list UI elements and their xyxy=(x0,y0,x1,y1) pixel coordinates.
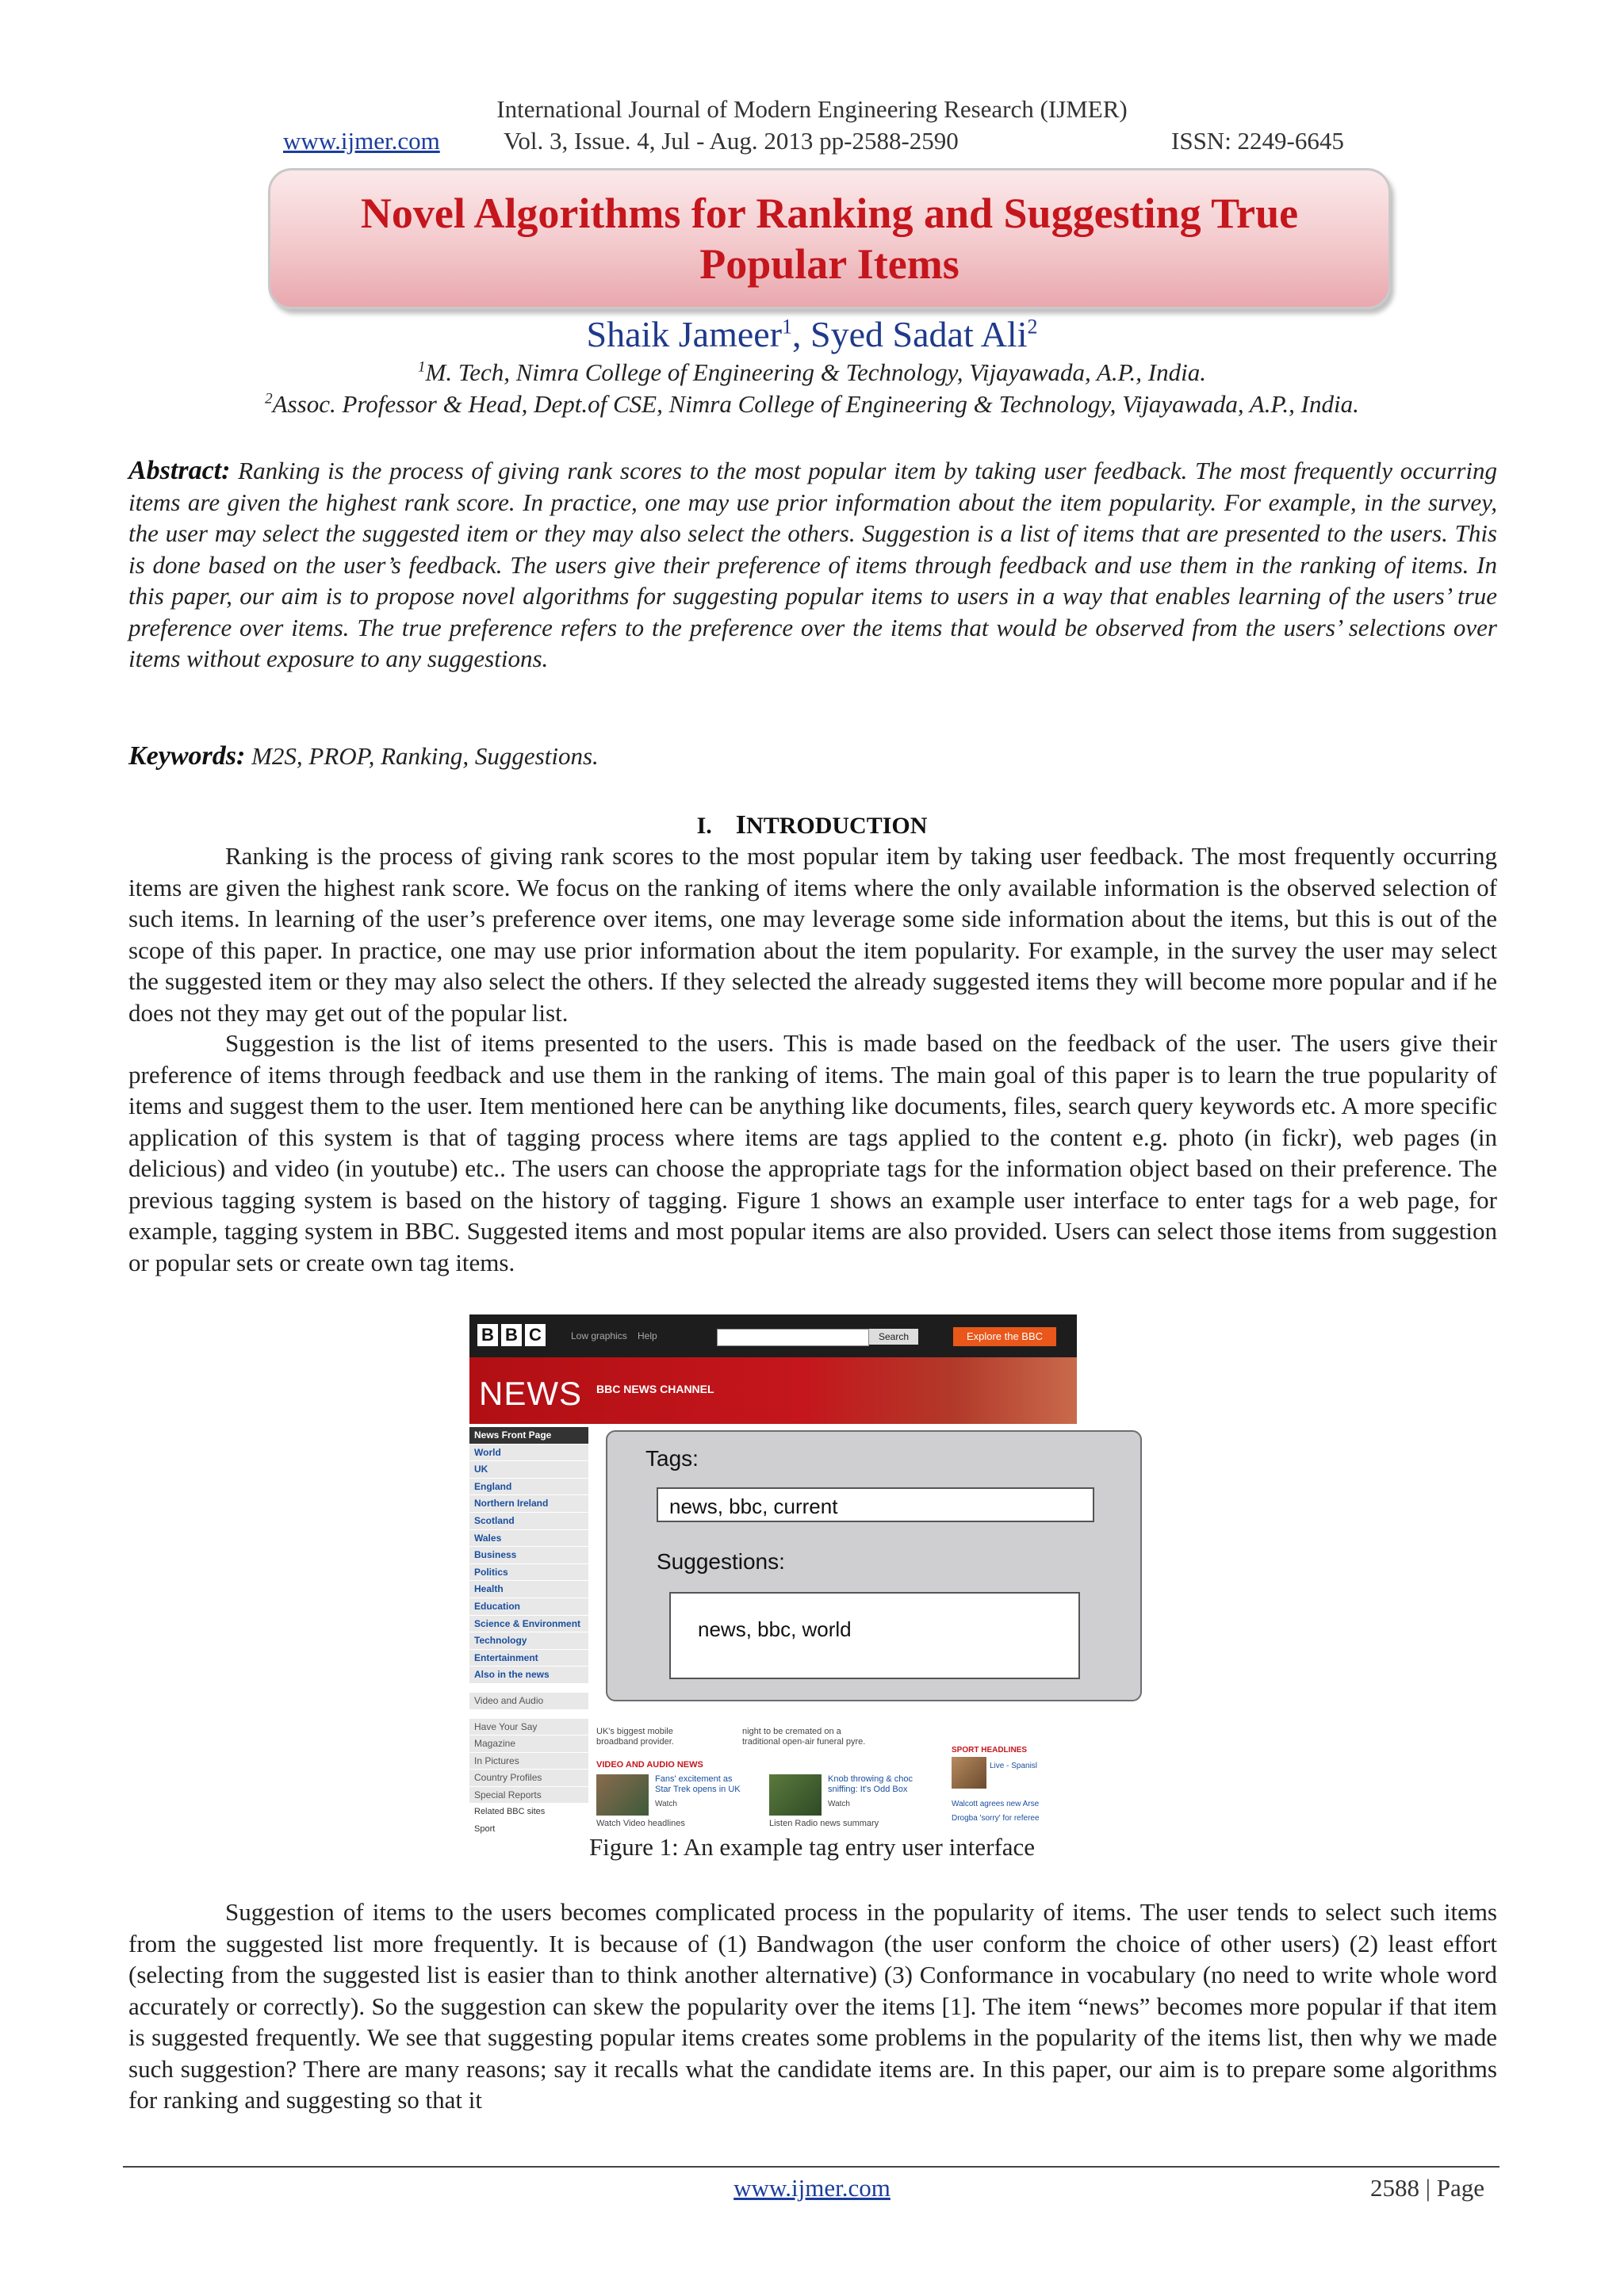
bbc-nav-sub-item: Video and Audio xyxy=(469,1693,588,1710)
section-heading-introduction xyxy=(0,810,1624,840)
header-volume: Vol. 3, Issue. 4, Jul - Aug. 2013 pp-2588-2590 xyxy=(504,127,959,155)
affiliation-1-text: M. Tech, Nimra College of Engineering & Technology, Vijayawada, A.P., India. xyxy=(425,358,1206,386)
bbc-video-headlines xyxy=(596,1819,685,1828)
intro-paragraph-2-text: Suggestion is the list of items presented to the users. This is made based on the feedback of the user. The users give their preference of items through feedback and use them in the ranking of items. The main goal of this paper is to learn the true popularity of items and suggest them to the user. Item mentioned here can be anything like documents, files, search query keywords etc. A more specific application of this system is that of tagging process where items are tags applied to the content e.g. photo (in fickr), web pages (in delicious) and video (in youtube) etc.. The users can choose the appropriate tags for the information object based on their preference. The previous tagging system is based on the history of tagging. Figure 1 shows an example user interface to enter tags for a web page, for example, tagging system in BBC. Suggested items and most popular items are also provided. Users can select those items from suggestion or popular sets or create own tag items. xyxy=(128,1029,1497,1276)
bbc-nav-item: Business xyxy=(469,1547,588,1564)
affiliation-1-sup: 1 xyxy=(418,358,426,376)
bbc-nav-item: Scotland xyxy=(469,1513,588,1530)
footer-page-number: 2588 | Page xyxy=(1370,2174,1484,2202)
intro-paragraph-3 xyxy=(128,1896,1497,2116)
bbc-logo-letter: B xyxy=(501,1324,522,1346)
keywords-label: Keywords: xyxy=(128,741,246,771)
bbc-news-wordmark: NEWS xyxy=(479,1375,582,1412)
tags-input: news, bbc, current xyxy=(657,1487,1094,1522)
tag-entry-panel xyxy=(606,1430,1142,1701)
bbc-nav-item: Health xyxy=(469,1581,588,1598)
header-issn: ISSN: 2249-6645 xyxy=(1171,127,1344,155)
affiliation-2-sup: 2 xyxy=(265,390,273,408)
bbc-news-channel: BBC NEWS CHANNEL xyxy=(596,1383,714,1395)
authors xyxy=(0,313,1624,355)
bbc-sport-item: Walcott agrees new Arse xyxy=(952,1800,1040,1808)
header-url-link[interactable]: www.ijmer.com xyxy=(283,127,440,155)
intro-paragraph-1-text: Ranking is the process of giving rank scores to the most popular item by taking user feedback. The most frequently occurring items are given the highest rank score. We focus on the ranking of items where the only available information is the observed selection of such items. In learning of the user’s preference over items, one may leverage some side information about the items, but this is out of the scope of this paper. In practice, one may use prior information about the item popularity. For example, in the survey the user may select the suggested item or they may also select the others. If they selected the already suggested items they will become more popular and if he does not they may get out of the popular list. xyxy=(128,842,1497,1027)
bbc-logo-letter: C xyxy=(525,1324,546,1346)
title-box xyxy=(268,168,1391,309)
suggestions-label: Suggestions: xyxy=(657,1549,785,1574)
section-title-initial: I xyxy=(735,810,747,840)
bbc-story-1: Fans' excitement as Star Trek opens in UK xyxy=(655,1774,741,1794)
bbc-radio-summary-text: Radio news summary xyxy=(795,1819,879,1828)
bbc-nav-item: Politics xyxy=(469,1564,588,1582)
bbc-nav-sub-item: Special Reports xyxy=(469,1787,588,1804)
bbc-nav-item: England xyxy=(469,1479,588,1496)
affiliation-2-text: Assoc. Professor & Head, Dept.of CSE, Nimra College of Engineering & Technology, Vijayawada, A.P., India. xyxy=(272,390,1359,418)
bbc-watch-3: Watch xyxy=(596,1819,621,1828)
bbc-nav-sub-item: Magazine xyxy=(469,1735,588,1753)
affiliation-1 xyxy=(0,358,1624,387)
bbc-sport-thumb xyxy=(952,1757,986,1789)
bbc-search-button: Search xyxy=(869,1329,918,1345)
bbc-related-item: Sport xyxy=(469,1821,588,1839)
bbc-nav-sub-item: Have Your Say xyxy=(469,1719,588,1736)
intro-paragraph-3-text: Suggestion of items to the users becomes complicated process in the popularity of items. The user tends to select such items from the suggested list more frequently. It is because of (1) Bandwagon (the user conform the choice of other users) (2) least effort (selecting from the suggested list is easier than to think another alternative) (3) Conformance in vocabulary (no need to write whole word accurately or correctly). So the suggestion can skew the popularity over the items [1]. The item “news” becomes more popular if that item is suggested frequently. We see that suggesting popular items creates some problems in the popularity of the items list, then why we made such suggestion? There are many reasons; say it recalls what the candidate items are. In this paper, our aim is to prepare some algorithms for ranking and suggesting so that it xyxy=(128,1898,1497,2114)
paper-title xyxy=(270,188,1388,289)
bbc-sport-heading: SPORT HEADLINES xyxy=(952,1746,1028,1755)
author-1-sup: 1 xyxy=(782,315,793,339)
suggestions-value: news, bbc, world xyxy=(698,1617,852,1641)
bbc-topbar xyxy=(469,1314,1077,1357)
bbc-watch-2: Watch xyxy=(828,1800,850,1808)
intro-paragraph-1 xyxy=(128,840,1497,1028)
figure-1 xyxy=(469,1314,1140,1835)
figure-1-caption: Figure 1: An example tag entry user interface xyxy=(588,1833,1036,1861)
keywords xyxy=(128,741,1497,771)
bbc-video-thumb xyxy=(596,1774,649,1816)
bbc-nav-item: Education xyxy=(469,1598,588,1616)
section-title-rest: NTRODUCTION xyxy=(746,813,928,839)
abstract-text: Ranking is the process of giving rank scores to the most popular item by taking user feedback. The most frequently occurring items are given the highest rank score. In practice, one may use prior information about the item popularity. For example, in the survey, the user may select the suggested item or they may also select the others. Suggestion is a list of items that are presented to the users. This is done based on the user’s feedback. The users give their preference of items through feedback and use them in the ranking of items. In this paper, our aim is to propose novel algorithms for suggesting popular items to users in a way that enables learning of the users’ true preference over items. The true preference refers to the preference over the items that would be observed from the users’ selections over items without exposure to any suggestions. xyxy=(128,457,1497,672)
bbc-nav-item: Also in the news xyxy=(469,1667,588,1684)
bbc-snippet-2: night to be cremated on a traditional open-air funeral pyre. xyxy=(742,1727,866,1747)
bbc-snippet-1: UK's biggest mobile broadband provider. xyxy=(596,1727,674,1747)
bbc-logo xyxy=(477,1324,546,1346)
tags-label: Tags: xyxy=(645,1446,699,1471)
suggestions-box xyxy=(669,1592,1080,1679)
bbc-nav xyxy=(469,1427,588,1839)
abstract-label: Abstract: xyxy=(128,456,231,485)
bbc-nav-sub-item: In Pictures xyxy=(469,1753,588,1770)
affiliation-2 xyxy=(0,390,1624,419)
journal-name: International Journal of Modern Engineering Research (IJMER) xyxy=(496,95,1128,123)
bbc-nav-item: News Front Page xyxy=(469,1427,588,1445)
bbc-news-banner xyxy=(469,1357,1077,1424)
bbc-video-heading: VIDEO AND AUDIO NEWS xyxy=(596,1760,703,1770)
bbc-low-graphics-link: Low graphics xyxy=(571,1330,627,1341)
bbc-sport-live: Live - Spanisl xyxy=(990,1762,1038,1770)
bbc-explore-button: Explore the BBC xyxy=(953,1327,1056,1346)
author-2-sup: 2 xyxy=(1027,315,1038,339)
intro-paragraph-2 xyxy=(128,1027,1497,1278)
bbc-logo-letter: B xyxy=(477,1324,498,1346)
bbc-nav-item: Science & Environment xyxy=(469,1616,588,1633)
footer-url-link[interactable]: www.ijmer.com xyxy=(733,2174,891,2202)
bbc-video-thumb xyxy=(769,1774,822,1816)
bbc-nav-item: Technology xyxy=(469,1632,588,1650)
bbc-listen: Listen xyxy=(769,1819,793,1828)
bbc-nav-item: World xyxy=(469,1445,588,1462)
bbc-nav-item: Wales xyxy=(469,1530,588,1548)
paper-title-line1: Novel Algorithms for Ranking and Suggesting True xyxy=(360,189,1299,237)
author-2: Syed Sadat Ali xyxy=(810,314,1028,354)
keywords-text: M2S, PROP, Ranking, Suggestions. xyxy=(251,742,599,770)
bbc-radio-summary xyxy=(769,1819,879,1828)
bbc-related-label: Related BBC sites xyxy=(469,1804,588,1821)
section-number: I. xyxy=(696,813,712,839)
author-separator: , xyxy=(792,314,811,354)
bbc-nav-item: Entertainment xyxy=(469,1650,588,1667)
bbc-sport-item: Drogba 'sorry' for referee xyxy=(952,1814,1040,1823)
author-1: Shaik Jameer xyxy=(586,314,783,354)
bbc-nav-sub-item: Country Profiles xyxy=(469,1770,588,1787)
bbc-watch-1: Watch xyxy=(655,1800,677,1808)
bbc-search-input xyxy=(717,1329,869,1346)
bbc-story-2: Knob throwing & choc sniffing: It's Odd Box xyxy=(828,1774,914,1794)
abstract xyxy=(128,455,1497,675)
bbc-nav-item: Northern Ireland xyxy=(469,1495,588,1513)
bbc-help-link: Help xyxy=(638,1330,657,1341)
bbc-nav-item: UK xyxy=(469,1461,588,1479)
footer-rule xyxy=(123,2166,1500,2168)
bbc-video-headlines-text: Video headlines xyxy=(622,1819,685,1828)
paper-title-line2: Popular Items xyxy=(699,240,959,288)
